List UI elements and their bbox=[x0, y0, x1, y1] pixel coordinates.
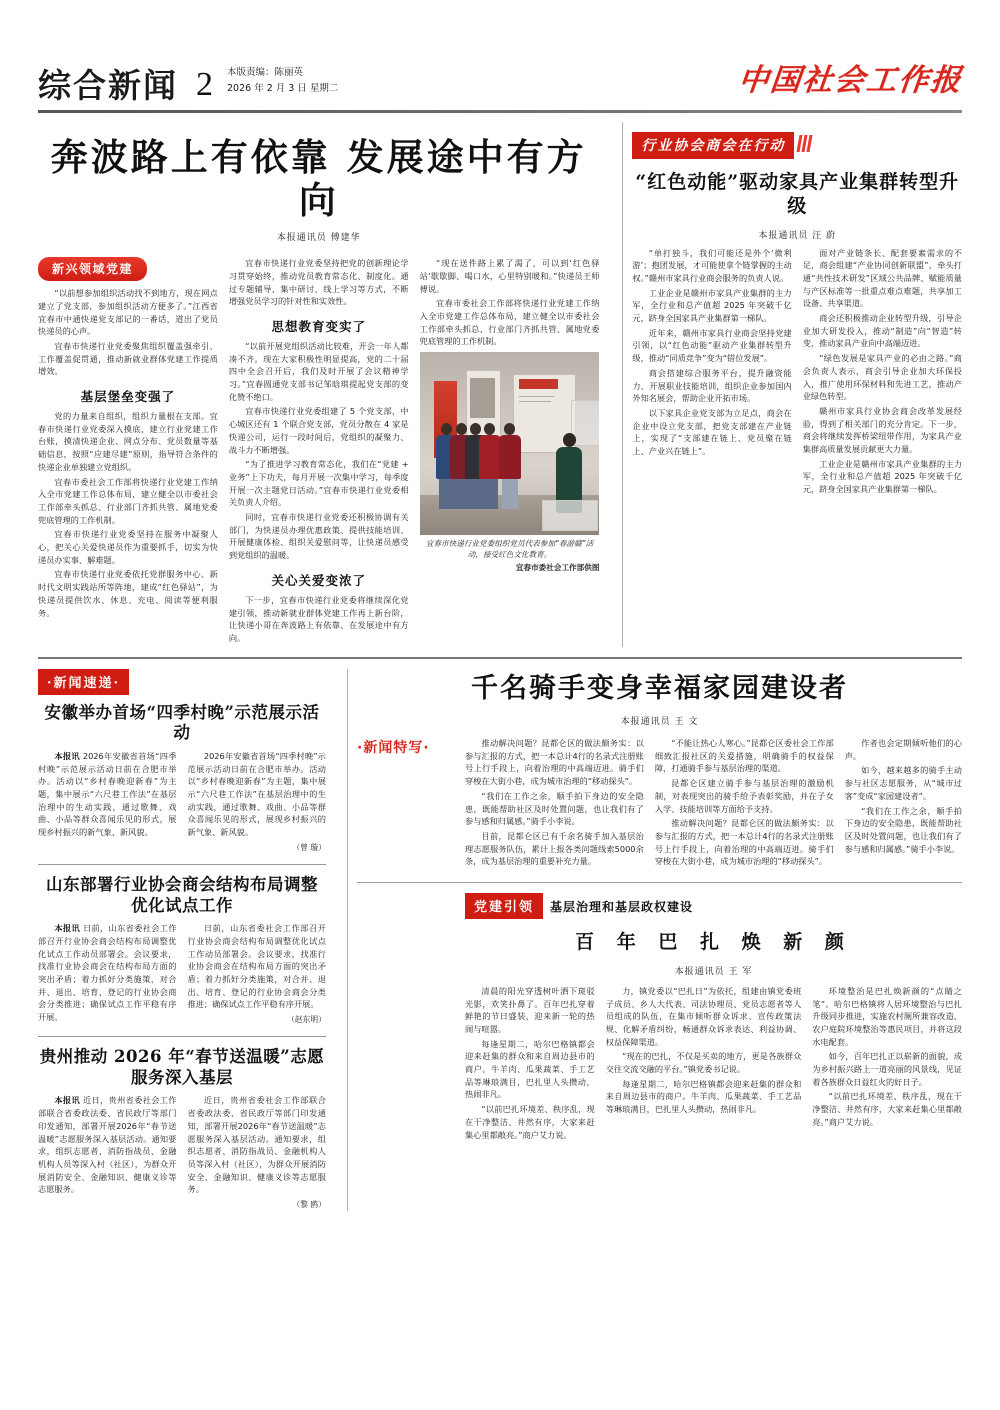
newspaper-nameplate: 中国社会工作报 bbox=[736, 64, 965, 97]
paragraph: “以前开展党组织活动比较难，开会一年人都凑不齐。现在大家积极性明显提高，党的二十届四中全会召开后，我们及时开展了会议精神学习。”宜春圆通党支部书记邹晗琪提起党支部的变化赞不绝口。 bbox=[228, 340, 409, 402]
news-item-1-columns bbox=[38, 750, 326, 854]
photo-text-line bbox=[519, 396, 555, 397]
paragraph: 工业企业是赣州市家具产业集群的主力军，全行业和总产值超 2025 年突破千亿元，跻身全国家具产业集群第一梯队。 bbox=[802, 458, 962, 495]
top-zone bbox=[38, 122, 962, 647]
bazaar-left-spacer bbox=[357, 893, 465, 1143]
news-item-2-columns bbox=[38, 922, 326, 1026]
lead-col1-text-b bbox=[38, 410, 218, 619]
paragraph: 如今，越来越多的骑手主动参与社区志愿服务，从“城市过客”变成“家园建设者”。 bbox=[844, 765, 962, 801]
lead-column-1 bbox=[38, 251, 218, 647]
industry-banner-label: 行业协会商会在行动 bbox=[632, 132, 794, 159]
paragraph: 推动解决问题？昆都仑区的做法颇务实：以参与汇报的方式，把一本总计4行的名录式注册账号上行手段上，向着治理的中高端迈进。骑手们穿梭在大街小巷，成为城市治理的“移动探头”。 bbox=[654, 818, 834, 867]
paragraph: 近年来，赣州市家具行业商会坚持党建引领，以“红色动能”驱动产业集群转型升级，推动“同质竞争”变为“错位发展”。 bbox=[632, 327, 792, 364]
bazaar-col-1 bbox=[465, 985, 595, 1143]
news-item-2-headline: 山东部署行业协会商会结构布局调整优化试点工作 bbox=[46, 874, 318, 915]
paragraph: 推动解决问题？昆都仑区的做法颇务实：以参与汇报的方式，把一本总计4行的名录式注册账号上行手段上，向着治理的中高端迈进。骑手们穿梭在大街小巷，成为城市治理的“移动探头”。 bbox=[465, 738, 644, 787]
bazaar-col-3 bbox=[812, 985, 962, 1143]
news-express-label: ·新闻速递· bbox=[38, 669, 129, 695]
paragraph: “以前巴扎环境差、秩序乱，现在干净整洁、井然有序，大家来赶集心里都敞亮。”商户艾力说。 bbox=[812, 1091, 962, 1127]
mid-right-zone bbox=[357, 669, 962, 1211]
feature-divider bbox=[357, 882, 962, 883]
news-item-1-signature: （曾 璇） bbox=[292, 842, 326, 852]
paragraph: 宜春市委社会工作部将快递行业党建工作纳入全市党建工作总体布局，建立健全以市委社会工作部牵头抓总、行业部门齐抓共管、属地党委兜底管理的工作机制。 bbox=[38, 476, 218, 525]
museum-photo bbox=[420, 352, 600, 535]
paragraph: “我们在工作之余，顺手拍下身边的安全隐患，既能帮助社区及时处置问题，也让我们有了参与感和归属感。”骑手小李说。 bbox=[844, 805, 962, 854]
paragraph: 近日，贵州省委社会工作部联合省委政法委、省民政厅等部门印发通知，部署开展2026年“春节送温暖”志愿服务深入基层活动。通知要求，组织志愿者、消防指战员、金融机构人员等深入村（社区），为群众开展消防安全、金融知识、健康义诊等志愿服务。 bbox=[38, 1095, 177, 1195]
feature-byline: 本报通讯员 王 文 bbox=[620, 717, 699, 728]
party-building-label: 党建引领 bbox=[465, 893, 543, 919]
bazaar-body bbox=[465, 893, 962, 1143]
paragraph: 2026年安徽省首场“四季村晚”示范展示活动日前在合肥市举办。活动以“乡村春晚迎新春”为主题，集中展示“六尺巷工作法”在基层治理中的生动实践，通过歌舞、戏曲、小品等群众喜闻乐见的形式，展现乡村振兴的新气象、新风貌。 bbox=[187, 750, 326, 838]
bazaar-headline: 百 年 巴 扎 焕 新 颜 bbox=[575, 931, 852, 954]
news-item-1-col1 bbox=[38, 750, 177, 854]
feature-tag: ·新闻特写· bbox=[357, 740, 430, 757]
paragraph: “不能让热心人寒心。”昆都仑区委社会工作部细致汇报社区的关爱措施，明确骑手的权益保障，打通骑手参与基层治理的渠道。 bbox=[654, 738, 834, 774]
visitor-5 bbox=[499, 423, 521, 509]
news-item-1-headline: 安徽举办首场“四季村晚”示范展示活动 bbox=[44, 702, 320, 743]
paragraph: 近日，贵州省委社会工作部联合省委政法委、省民政厅等部门印发通知，部署开展2026年“春节送温暖”志愿服务深入基层活动。通知要求，组织志愿者、消防指战员、金融机构人员等深入村（社区），为群众开展消防安全、金融知识、健康义诊等志愿服务。 bbox=[187, 1095, 326, 1195]
feature-col-3 bbox=[845, 737, 962, 870]
paragraph: 下一步，宜春市快递行业党委将继续深化党建引领，推动新就业群体党建工作再上新台阶，让快递小哥在奔波路上有依靠、在发展途中有方向。 bbox=[228, 594, 409, 643]
banner-bars-icon bbox=[798, 135, 813, 157]
paragraph: 商会搭建综合服务平台，提升融资能力、开展职业技能培训，组织企业参加国内外知名展会，帮助企业开拓市场。 bbox=[632, 367, 792, 404]
page-number: 2 bbox=[196, 66, 213, 103]
lead-tag: 本报讯 bbox=[54, 923, 80, 934]
badge-emerging-party-label: 新兴领域党建 bbox=[38, 257, 147, 281]
photo-glass-case bbox=[542, 500, 598, 531]
news-item-3-columns bbox=[38, 1094, 326, 1211]
news-item-3-col1 bbox=[38, 1094, 177, 1211]
paragraph: 宜春市快递行业党委坚持把党的创新理论学习贯穿始终，推动党员教育常态化、制度化。通过专题辅导、集中研讨、线上学习等方式，不断增强党员学习的针对性和实效性。 bbox=[228, 258, 409, 307]
paragraph: 党的力量来自组织，组织力量根在支部。宜春市快递行业党委深入摸底，建立行业党建工作台账，摸清快递企业、网点分布、党员数量等基础信息，按照“应建尽建”原则，指导符合条件的快递企业单独建立党组织。 bbox=[38, 411, 218, 472]
photo-text-line bbox=[519, 401, 551, 402]
subhead-2: 思想教育变实了 bbox=[271, 318, 366, 334]
paragraph: “以前想参加组织活动找不到地方，现在网点建立了党支部，参加组织活动方便多了。”江西省宜春市中通快递党支部记的一番话，道出了党员快递员的心声。 bbox=[38, 288, 218, 337]
news-item-2-signature: （赵东明） bbox=[287, 1015, 326, 1025]
badge-emerging-party bbox=[38, 257, 218, 281]
lead-col1-text bbox=[38, 287, 218, 378]
date-line: 2026 年 2 月 3 日 星期二 bbox=[227, 83, 339, 95]
paragraph: 同时，宜春市快递行业党委还积极协调有关部门，为快递员办理优惠政策、提供技能培训、开展健康体检、组织关爱慰问等，让快递员感受到党组织的温暖。 bbox=[228, 512, 409, 561]
photo-exhibit-image bbox=[470, 378, 495, 418]
lead-column-3 bbox=[420, 251, 600, 647]
paragraph: 商会还积极推动企业转型升级，引导企业加大研发投入，推动“制造”向“智造”转变，推动家具产业向中高端迈进。 bbox=[802, 313, 962, 349]
photo-credit: 宜春市委社会工作部供图 bbox=[515, 562, 600, 572]
feature-headline: 千名骑手变身幸福家园建设者 bbox=[471, 672, 848, 704]
industry-column-1 bbox=[632, 247, 791, 498]
paragraph: “现在的巴扎，不仅是买卖的地方，更是各族群众交往交流交融的平台。”镇党委书记说。 bbox=[605, 1051, 802, 1075]
subhead-3: 关心关爱变浓了 bbox=[271, 572, 366, 588]
paragraph: 清晨的阳光穿透树叶洒下斑驳光影，欢笑扑鼻了。百年巴扎穿着鲜艳的节日盛装，迎来新一轮的热闹与喧嚣。 bbox=[465, 985, 595, 1034]
paragraph: 2026年安徽省首场“四季村晚”示范展示活动日前在合肥市举办。活动以“乡村春晚迎新春”为主题，集中展示“六尺巷工作法”在基层治理中的生动实践，通过歌舞、戏曲、小品等群众喜闻乐见的形式，展现乡村振兴的新气象、新风貌。 bbox=[38, 750, 177, 838]
party-building-banner bbox=[465, 893, 962, 919]
lead-col2-text-c bbox=[229, 594, 409, 645]
paragraph: “绿色发展是家具产业的必由之路。”商会负责人表示，商会引导企业加大环保投入，推广使用环保材料和先进工艺，推动产业绿色转型。 bbox=[802, 353, 962, 402]
lead-columns bbox=[38, 251, 599, 647]
feature-col-1 bbox=[465, 737, 644, 870]
paragraph: “现在送件路上累了渴了，可以到‘红色驿站’歇歇脚、喝口水，心里特别暖和。”快递员王师傅说。 bbox=[419, 258, 600, 294]
photo-panel-header bbox=[519, 379, 559, 388]
news-item-2-col2 bbox=[188, 922, 327, 1026]
industry-association-article bbox=[632, 122, 962, 647]
paragraph: 环境整治是巴扎焕新颜的“点睛之笔”。哈尔巴格镇将人居环境整治与巴扎升级同步推进，实施农村厕所兼容改造、农户庭院环境整治等惠民项目，并将这段水电配套。 bbox=[812, 985, 962, 1047]
vertical-divider bbox=[622, 122, 623, 647]
paragraph: 每逢星期二，哈尔巴格镇都会迎来赶集的群众和来自周边县市的商户。牛羊肉、瓜果蔬菜、手工艺品等琳琅满目，巴扎里人头攒动，热闹非凡。 bbox=[605, 1078, 802, 1115]
mid-zone bbox=[38, 669, 962, 1211]
masthead-meta bbox=[227, 65, 338, 102]
subhead-1: 基层堡垒变强了 bbox=[80, 389, 176, 405]
zone-divider bbox=[38, 657, 962, 659]
feature-body bbox=[357, 737, 962, 870]
news-item-1-col2 bbox=[188, 750, 327, 854]
lead-col3-text bbox=[420, 257, 600, 348]
lead-col2-text-b bbox=[229, 340, 409, 562]
news-item-3-signature: （黎 鸥） bbox=[292, 1200, 326, 1210]
paragraph: 工业企业是赣州市家具产业集群的主力军，全行业和总产值超 2025 年突破千亿元，跻身全国家具产业集群第一梯队。 bbox=[632, 287, 792, 324]
bazaar-columns bbox=[465, 985, 962, 1143]
paragraph: 宜春市快递行业党委组建了 5 个党支部，中心城区还有 1 个联合党支部，党员分散在 4 家是快递公司，运行一段时间后，党组织的凝聚力、战斗力不断增强。 bbox=[228, 406, 409, 455]
editor-line: 本版责编：陈丽英 bbox=[227, 66, 304, 78]
industry-columns bbox=[632, 247, 962, 498]
news-item-3-headline: 贵州推动 2026 年“春节送温暖”志愿服务深入基层 bbox=[39, 1047, 325, 1087]
bazaar-byline: 本报通讯员 王 军 bbox=[674, 966, 753, 977]
paragraph: 宜春市委社会工作部将快递行业党建工作纳入全市党建工作总体布局，建立健全以市委社会工作部牵头抓总、行业部门齐抓共管、属地党委兜底管理的工作机制。 bbox=[419, 298, 600, 347]
page-title: 综合新闻 bbox=[38, 66, 178, 105]
masthead-rule bbox=[38, 110, 962, 113]
party-building-subtitle: 基层治理和基层政权建设 bbox=[550, 899, 694, 914]
lead-col2-text bbox=[229, 257, 409, 308]
paragraph: 昆都仑区建立骑手参与基层治理的激励机制，对表现突出的骑手给予表彰奖励，并在子女入学、技能培训等方面给予支持。 bbox=[654, 778, 834, 814]
industry-column-2 bbox=[803, 247, 962, 498]
vertical-divider-2 bbox=[347, 669, 348, 1211]
industry-byline: 本报通讯员 汪 蔚 bbox=[758, 230, 837, 241]
paragraph: 以下家具企业党支部为立足点，商会在企业中设立党支部，把党支部建在产业链上，实现了“支部建在链上、党员聚在链上、产业兴在链上”。 bbox=[632, 407, 792, 457]
lead-tag: 本报讯 bbox=[54, 1095, 80, 1106]
photo-caption: 宜春市快递行业党委组织党员代表参加“春游赣”活动，接受红色文化教育。 bbox=[425, 539, 594, 560]
news-express-tag bbox=[38, 669, 326, 695]
news-divider-1 bbox=[38, 864, 326, 865]
bazaar-col-2 bbox=[606, 985, 802, 1143]
paragraph: 面对产业链条长、配套要素需求的不足，商会组建“产业协同创新联盟”，牵头打通“共性技术研发”区域公共品牌、赋能质量与产区标准等一批重点难点难题，共享加工设备、共享渠道。 bbox=[802, 247, 962, 309]
paragraph: 目前，昆都仑区已有千余名骑手加入基层治理志愿服务队伍，累计上报各类问题线索5000余条，成为基层治理的重要补充力量。 bbox=[465, 830, 644, 867]
paragraph: 作者也会定期倾听他们的心声。 bbox=[844, 738, 962, 761]
news-item-3-col2 bbox=[188, 1094, 327, 1211]
feature-columns bbox=[465, 737, 962, 870]
paragraph: 日前，山东省委社会工作部召开行业协会商会结构布局调整优化试点工作动员部署会。会议要求，找准行业协会商会在结构布局方面的突出矛盾；着力抓好分类施策，对合并、退出、培育、登记的行业协会商会分类推进；确保试点工作平稳有序开展。 bbox=[38, 923, 177, 1023]
paragraph: 每逢星期二，哈尔巴格镇都会迎来赶集的群众和来自周边县市的商户。牛羊肉、瓜果蔬菜、手工艺品等琳琅满目，巴扎里人头攒动，热闹非凡。 bbox=[465, 1038, 595, 1100]
paragraph: 如今，百年巴扎正以崭新的面貌，成为乡村振兴路上一道亮丽的风景线，见证着各族群众日益红火的好日子。 bbox=[812, 1051, 962, 1087]
lead-tag: 本报讯 bbox=[54, 750, 80, 761]
news-item-2-col1 bbox=[38, 922, 177, 1026]
masthead bbox=[38, 0, 965, 105]
paragraph: 力，镇党委以“巴扎日”为依托，组建由镇党委班子成员、乡人大代表、司法协理员、党员志愿者等人员组成的队伍，在集市倾听群众诉求、宣传政策法规、化解矛盾纠纷，畅通群众诉求表达、利益协调、权益保障渠道。 bbox=[605, 985, 802, 1047]
paragraph: “以前巴扎环境差、秩序乱，现在干净整洁、井然有序，大家来赶集心里都敞亮。”商户艾力说。 bbox=[465, 1104, 595, 1140]
bazaar-article bbox=[357, 893, 962, 1143]
industry-banner bbox=[632, 132, 962, 159]
paragraph: 宜春市快递行业党委依托党群服务中心、新时代文明实践站所等阵地，建成“红色驿站”，为快递员提供饮水、休息、充电、阅读等便利服务。 bbox=[38, 569, 218, 618]
news-divider-2 bbox=[38, 1036, 326, 1037]
visitor-4 bbox=[479, 423, 501, 509]
paragraph: 赣州市家具行业协会商会改革发展经验，得到了相关部门的充分肯定。下一步，商会将继续发挥桥梁纽带作用，为家具产业集群高质量发展贡献更大力量。 bbox=[802, 405, 962, 455]
lead-photo-figure bbox=[420, 352, 600, 573]
masthead-left bbox=[38, 65, 339, 105]
lead-byline: 本报通讯员 傅建华 bbox=[276, 233, 361, 244]
lead-article bbox=[38, 122, 613, 647]
paragraph: 宜春市快递行业党委坚持在服务中凝聚人心，把关心关爱快递员作为重要抓手，切实为快递员办实事、解难题。 bbox=[38, 529, 218, 565]
paragraph: 日前，山东省委社会工作部召开行业协会商会结构布局调整优化试点工作动员部署会。会议要求，找准行业协会商会在结构布局方面的突出矛盾；着力抓好分类施策，对合并、退出、培育、登记的行业协会商会分类推进；确保试点工作平稳有序开展。 bbox=[187, 923, 326, 1010]
news-express-column bbox=[38, 669, 338, 1211]
industry-headline: “红色动能”驱动家具产业集群转型升级 bbox=[635, 171, 960, 217]
lead-headline: 奔波路上有依靠 发展途中有方向 bbox=[50, 135, 587, 222]
paragraph: 宜春市快递行业党委聚焦组织覆盖强牵引、工作覆盖促贯通，推动新就业群体党建工作提质增效。 bbox=[38, 340, 218, 377]
paragraph: “为了推进学习教育常态化，我们在“党建 + 业务”上下功夫，每月开展一次集中学习，每季度开展一次主题党日活动。”宜春市快递行业党委相关负责人介绍。 bbox=[228, 459, 409, 508]
feature-tag-column bbox=[357, 737, 465, 870]
lead-column-2 bbox=[229, 251, 409, 647]
feature-col-2 bbox=[655, 737, 834, 870]
paragraph: “我们在工作之余，顺手拍下身边的安全隐患，既能帮助社区及时处置问题，也让我们有了参与感和归属感。”骑手小李说。 bbox=[465, 790, 644, 827]
paragraph: “单打独斗，我们可能还是外个‘微利游’；抱团发展，才可能使拿个链掌握的主动权。”赣州市家具行业商会服务的负责人说。 bbox=[632, 247, 792, 283]
